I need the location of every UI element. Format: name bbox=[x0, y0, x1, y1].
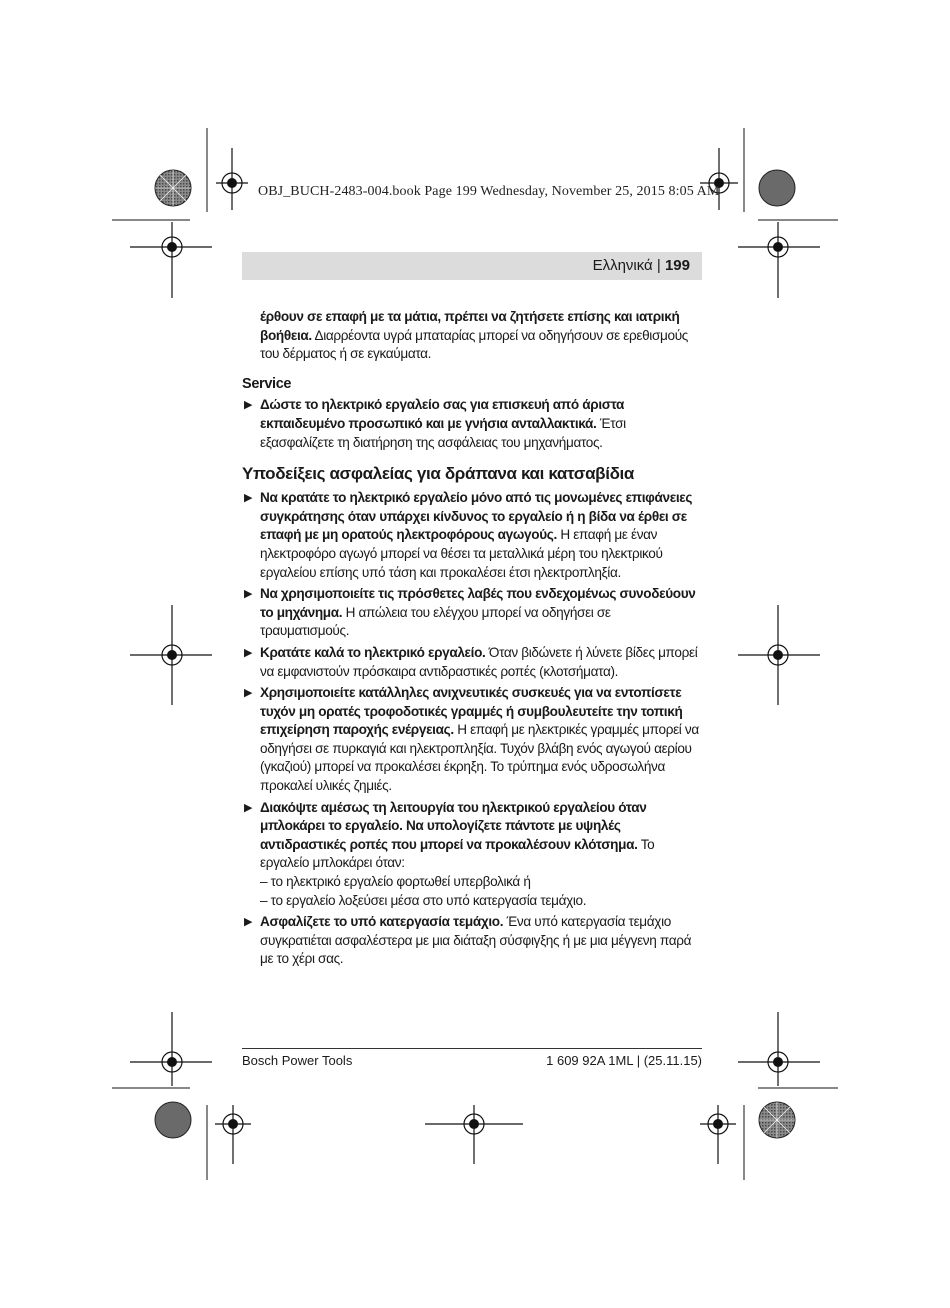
list-item-text: Η απώλεια του ελέγχου μπορεί να οδηγήσει σε τραυματισμούς. bbox=[260, 604, 611, 639]
bullet-arrow-icon: ▶ bbox=[244, 646, 253, 659]
service-bullet-bold: Δώστε το ηλεκτρικό εργαλείο σας για επισκευή από άριστα εκπαιδευμένο προσωπικό και με γνήσια ανταλλακτικά. bbox=[260, 397, 625, 431]
intro-paragraph bbox=[242, 308, 702, 364]
intro-bold: έρθουν σε επαφή με τα μάτια, πρέπει να ζητήσετε επίσης και ιατρική βοήθεια. bbox=[260, 309, 680, 343]
page-header bbox=[242, 252, 702, 280]
list-item-bold: Να κρατάτε το ηλεκτρικό εργαλείο μόνο από τις μονωμένες επιφάνειες συγκράτησης όταν υπάρχει κίνδυνος το εργαλείο ή η βίδα να έρθει σε επαφή με μη ορατούς ηλεκτροφόρους αγωγούς. bbox=[260, 490, 693, 543]
list-item-text: Η επαφή με ηλεκτρικές γραμμές μπορεί να οδηγήσει σε πυρκαγιά και ηλεκτροπληξία. Τυχόν βλάβη ενός αγωγού αερίου (γκαζιού) μπορεί να προκαλέσει έκρηξη. Το τρύπημα ενός υδροσωλήνα προκαλεί υλικές ζημιές. bbox=[260, 722, 699, 794]
list-item-text: Όταν βιδώνετε ή λύνετε βίδες μπορεί να εμφανιστούν πρόσκαιρα αντιδραστικές ροπές (κλοτσήματα). bbox=[260, 644, 698, 679]
intro-text: Διαρρέοντα υγρά μπαταρίας μπορεί να οδηγήσουν σε ερεθισμούς του δέρματος ή σε εγκαύματα. bbox=[260, 327, 688, 362]
list-item-text: Το εργαλείο μπλοκάρει όταν: bbox=[260, 836, 655, 871]
list-item-text: Η επαφή με έναν ηλεκτροφόρο αγωγό μπορεί να θέσει τα μεταλλικά μέρη του ηλεκτρικού εργαλείου επίσης υπό τάση και προκαλέσει έτσι ηλεκτροπληξία. bbox=[260, 527, 663, 580]
top-right-disk-icon bbox=[759, 170, 795, 206]
list-item bbox=[242, 489, 702, 582]
bullet-arrow-icon: ▶ bbox=[244, 492, 253, 505]
section-heading: Υποδείξεις ασφαλείας για δράπανα και κατσαβίδια bbox=[242, 464, 634, 484]
list-item-bold: Χρησιμοποιείτε κατάλληλες ανιχνευτικές συσκευές για να εντοπίσετε τυχόν μη ορατές τροφοδοτικές γραμμές ή συμβουλευτείτε την τοπική επιχείρηση παροχής ενέργειας. bbox=[260, 685, 683, 738]
bottom-right-target-icon bbox=[759, 1102, 795, 1138]
page-content bbox=[242, 308, 702, 969]
bullet-arrow-icon: ▶ bbox=[244, 588, 253, 601]
list-item bbox=[242, 913, 702, 969]
bullet-arrow-icon: ▶ bbox=[244, 399, 253, 412]
list-subitem: – το εργαλείο λοξεύσει μέσα στο υπό κατεργασία τεμάχιο. bbox=[260, 892, 587, 908]
service-title: Service bbox=[242, 375, 292, 392]
list-item-bold: Ασφαλίζετε το υπό κατεργασία τεμάχιο. bbox=[260, 914, 504, 930]
bottom-left-disk-icon bbox=[155, 1102, 191, 1138]
header-separator: | bbox=[652, 257, 665, 274]
list-item-text: Ένα υπό κατεργασία τεμάχιο συγκρατιέται ασφαλέστερα με μια διάταξη σύσφιγξης ή με μια μέγγενη παρά με το χέρι σας. bbox=[260, 914, 692, 967]
service-bullet-text: Έτσι εξασφαλίζετε τη διατήρηση της ασφάλειας του μηχανήματος. bbox=[260, 415, 626, 450]
print-slug: OBJ_BUCH-2483-004.book Page 199 Wednesday, November 25, 2015 8:05 AM bbox=[258, 184, 720, 199]
footer-brand: Bosch Power Tools bbox=[242, 1053, 353, 1068]
bullet-arrow-icon: ▶ bbox=[244, 801, 253, 814]
bullet-arrow-icon: ▶ bbox=[244, 916, 253, 929]
list-item-bold: Κρατάτε καλά το ηλεκτρικό εργαλείο. bbox=[260, 644, 486, 660]
top-left-target-icon bbox=[155, 170, 191, 206]
list-item bbox=[242, 644, 702, 681]
header-text bbox=[593, 257, 690, 274]
footer-divider bbox=[242, 1048, 702, 1049]
list-subitem: – το ηλεκτρικό εργαλείο φορτωθεί υπερβολικά ή bbox=[260, 874, 531, 890]
service-bullet bbox=[242, 396, 702, 452]
header-page-number: 199 bbox=[664, 257, 690, 274]
list-item-bold: Να χρησιμοποιείτε τις πρόσθετες λαβές που ενδεχομένως συνοδεύουν το μηχάνημα. bbox=[260, 586, 696, 620]
list-item bbox=[242, 585, 702, 641]
list-item-bold: Διακόψτε αμέσως τη λειτουργία του ηλεκτρικού εργαλείου όταν μπλοκάρει το εργαλείο. Να υπολογίζετε πάντοτε με υψηλές αντιδραστικές ροπές που μπορεί να προκαλέσουν κλότσημα. bbox=[260, 799, 647, 852]
header-language: Ελληνικά bbox=[592, 257, 653, 274]
footer-doc-code: 1 609 92A 1ML | (25.11.15) bbox=[546, 1053, 702, 1068]
bullet-arrow-icon: ▶ bbox=[244, 687, 253, 700]
list-item bbox=[242, 684, 702, 796]
list-item bbox=[242, 799, 702, 911]
